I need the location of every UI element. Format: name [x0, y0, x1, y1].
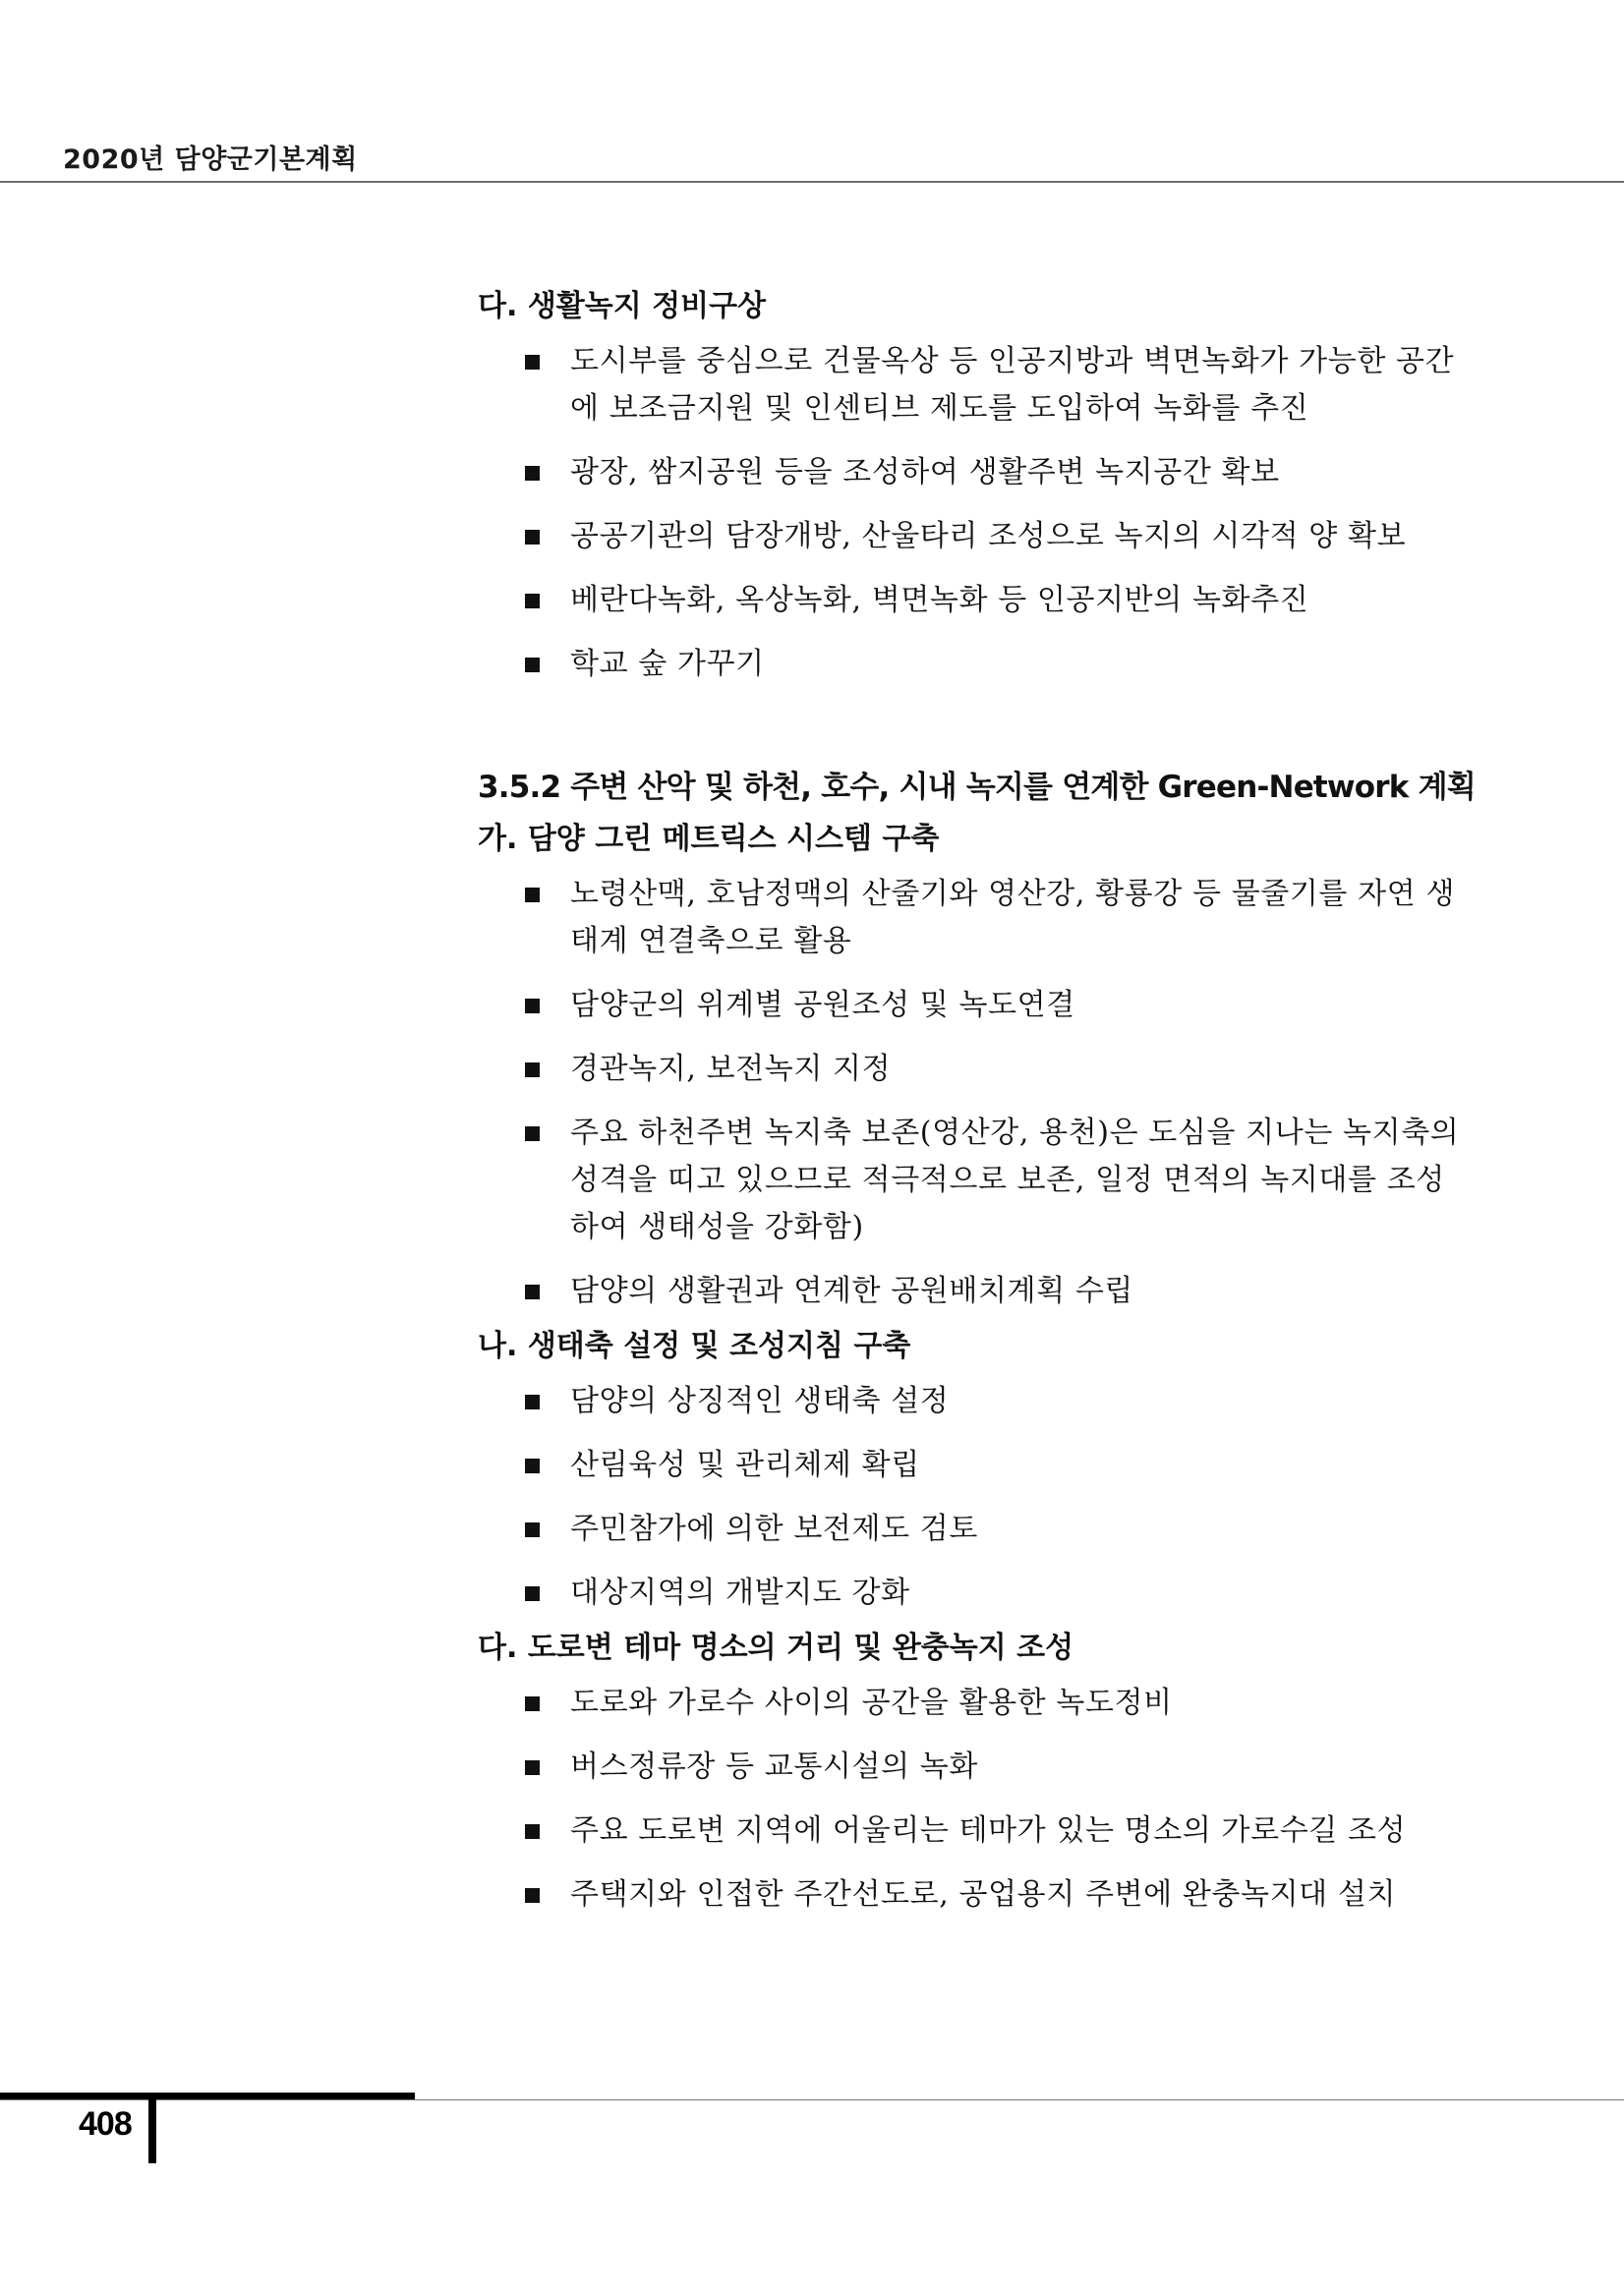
list-item-text: 경관녹지, 보전녹지 지정 — [570, 1052, 892, 1086]
list-item-text: 주요 하천주변 녹지축 보존(영산강, 용천)은 도심을 지나는 녹지축의 성격을 띠고 있으므로 적극적으로 보존, 일정 면적의 녹지대를 조성하여 생태성을 강화함) — [570, 1116, 1460, 1244]
square-bullet-icon — [525, 1285, 540, 1299]
list-item — [478, 1506, 1461, 1553]
list-item — [478, 1442, 1461, 1489]
list-item — [478, 871, 1461, 965]
list-item-text: 담양의 상징적인 생태축 설정 — [570, 1384, 950, 1418]
square-bullet-icon — [525, 530, 540, 545]
square-bullet-icon — [525, 1062, 540, 1077]
list-item-text: 노령산맥, 호남정맥의 산줄기와 영산강, 황룡강 등 물줄기를 자연 생태계 연결축으로 활용 — [570, 877, 1456, 958]
list-item-text: 광장, 쌈지공원 등을 조성하여 생활주변 녹지공간 확보 — [570, 455, 1280, 489]
list-item-text: 도시부를 중심으로 건물옥상 등 인공지방과 벽면녹화가 가능한 공간에 보조금지원 및 인센티브 제도를 도입하여 녹화를 추진 — [570, 344, 1455, 426]
heading-da-roadside: 다. 도로변 테마 명소의 거리 및 완충녹지 조성 — [478, 1631, 1074, 1665]
heading-na-eco-axis: 나. 생태축 설정 및 조성지침 구축 — [478, 1329, 911, 1363]
list-item-text: 베란다녹화, 옥상녹화, 벽면녹화 등 인공지반의 녹화추진 — [570, 583, 1309, 617]
list-item — [478, 1378, 1461, 1425]
list-item-text: 학교 숲 가꾸기 — [570, 647, 765, 681]
running-header: 2020년 담양군기본계획 — [63, 144, 358, 175]
header-rule — [0, 181, 1624, 183]
square-bullet-icon — [525, 1522, 540, 1537]
list-item-text: 주요 도로변 지역에 어울리는 테마가 있는 명소의 가로수길 조성 — [570, 1813, 1407, 1848]
square-bullet-icon — [525, 1696, 540, 1711]
list-living-green — [478, 338, 1461, 688]
list-roadside — [478, 1680, 1461, 1919]
square-bullet-icon — [525, 1126, 540, 1141]
square-bullet-icon — [525, 1760, 540, 1775]
square-bullet-icon — [525, 658, 540, 672]
list-item-text: 주민참가에 의한 보전제도 검토 — [570, 1512, 978, 1546]
heading-da-living-green: 다. 생활녹지 정비구상 — [478, 289, 767, 323]
list-item — [478, 1871, 1461, 1919]
footer-vertical-bar — [148, 2099, 156, 2163]
list-item — [478, 1680, 1461, 1727]
list-item — [478, 1744, 1461, 1791]
list-item — [478, 1110, 1461, 1251]
page-content — [478, 287, 1476, 1919]
list-item-text: 버스정류장 등 교통시설의 녹화 — [570, 1750, 978, 1784]
square-bullet-icon — [525, 594, 540, 608]
list-item — [478, 1268, 1461, 1315]
square-bullet-icon — [525, 1586, 540, 1601]
list-item-text: 산림육성 및 관리체제 확립 — [570, 1448, 920, 1482]
footer-rule — [0, 2099, 1624, 2100]
list-item — [478, 641, 1461, 688]
square-bullet-icon — [525, 1459, 540, 1473]
list-item-text: 대상지역의 개발지도 강화 — [570, 1576, 910, 1610]
list-item-text: 담양군의 위계별 공원조성 및 녹도연결 — [570, 988, 1075, 1022]
list-item — [478, 982, 1461, 1029]
list-item-text: 공공기관의 담장개방, 산울타리 조성으로 녹지의 시각적 양 확보 — [570, 519, 1407, 553]
square-bullet-icon — [525, 888, 540, 902]
square-bullet-icon — [525, 1395, 540, 1409]
list-item-text: 담양의 생활권과 연계한 공원배치계획 수립 — [570, 1274, 1133, 1308]
heading-ga-matrix-system: 가. 담양 그린 메트릭스 시스템 구축 — [478, 822, 940, 856]
list-item-text: 주택지와 인접한 주간선도로, 공업용지 주변에 완충녹지대 설치 — [570, 1877, 1397, 1912]
square-bullet-icon — [525, 999, 540, 1013]
list-item — [478, 338, 1461, 432]
square-bullet-icon — [525, 1824, 540, 1839]
list-item — [478, 1046, 1461, 1093]
list-eco-axis — [478, 1378, 1461, 1617]
list-item — [478, 1808, 1461, 1855]
list-item — [478, 513, 1461, 560]
list-matrix-system — [478, 871, 1461, 1315]
list-item — [478, 577, 1461, 624]
footer-accent-bar — [0, 2093, 415, 2099]
section-heading-352: 3.5.2 주변 산악 및 하천, 호수, 시내 녹지를 연계한 Green-Network 계획 — [478, 770, 1476, 805]
square-bullet-icon — [525, 1888, 540, 1903]
list-item-text: 도로와 가로수 사이의 공간을 활용한 녹도정비 — [570, 1686, 1173, 1720]
square-bullet-icon — [525, 355, 540, 370]
square-bullet-icon — [525, 466, 540, 481]
list-item — [478, 1570, 1461, 1617]
list-item — [478, 449, 1461, 496]
page-number: 408 — [79, 2105, 132, 2143]
